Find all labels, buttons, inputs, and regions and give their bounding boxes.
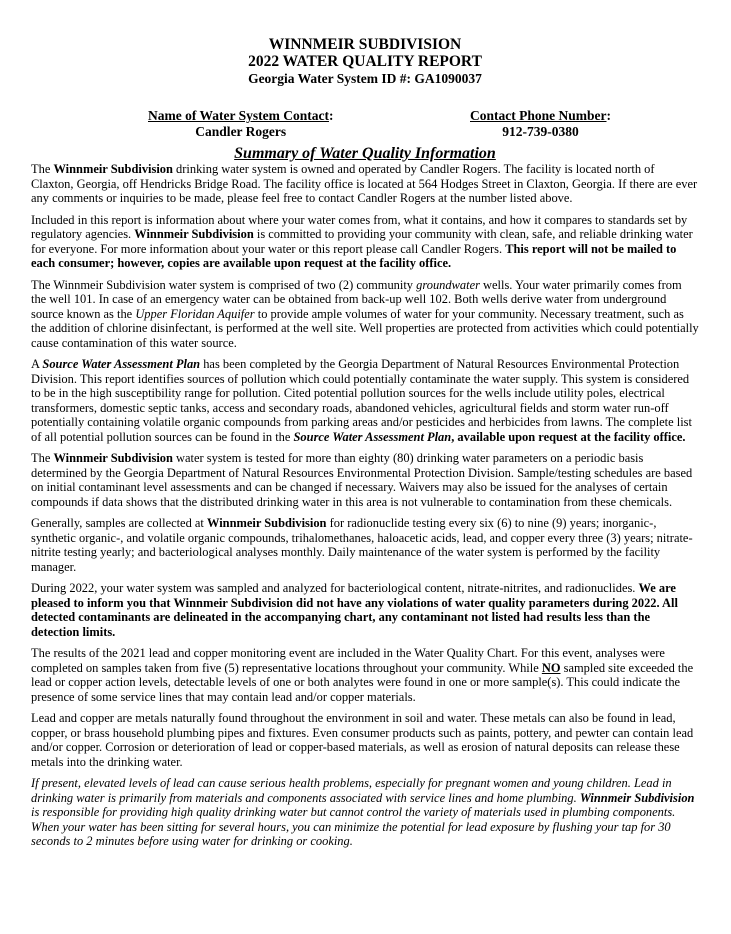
paragraph-report-info: Included in this report is information about where your water comes from, what it contains, and how it compares to standards set by regulatory agencies. Winnmeir Subdivision is committed to providing your community with clean, safe, and reliable drinking water for everyone. For more information about your water or this report please call Candler Rogers. This report will not be mailed to each consumer; however, copies are available upon request at the facility office. xyxy=(31,212,693,270)
contact-phone-label: Contact Phone Number xyxy=(470,108,607,123)
report-title-line-1: WINNMEIR SUBDIVISION xyxy=(268,36,462,53)
paragraph-2022-results: During 2022, your water system was sampled and analyzed for bacteriological content, nitrate-nitrites, and radionuclides. We are pleased to inform you that Winnmeir Subdivision did not have any violations of water quality parameters during 2022. All detected contaminants are delineated in the accompanying chart, any contaminant not listed had results less than the detection limits. xyxy=(31,581,678,639)
paragraph-water-source: The Winnmeir Subdivision water system is comprised of two (2) community groundwater wells. Your water primarily comes from the well 101. In case of an emergency water can be obtained from back-up well 102. Both wells derive water from underground source known as the Upper Floridan Aquifer to provide ample volumes of water for your community. Necessary treatment, such as the addition of chlorine disinfectant, is performed at the well site. Well properties are protected from activities which could potentially cause contamination of this water source. xyxy=(31,277,699,350)
contact-phone-value: 912-739-0380 xyxy=(502,124,579,139)
system-id: Georgia Water System ID #: GA1090037 xyxy=(248,71,482,86)
report-title-line-2: 2022 WATER QUALITY REPORT xyxy=(248,53,482,70)
paragraph-sampling-schedule: Generally, samples are collected at Winnmeir Subdivision for radionuclide testing every six (6) to nine (9) years; inorganic-, synthetic organic-, and volatile organic compounds, trihalomethanes, haloacetic acids, lead, and copper every three (3) years; nitrate-nitrite testing yearly; and bacteriological analyses monthly. Daily maintenance of the water system is performed by the facility manager. xyxy=(31,516,693,574)
paragraph-testing: The Winnmeir Subdivision water system is tested for more than eighty (80) drinking water parameters on a periodic basis determined by the Georgia Department of Natural Resources Environmental Protection Division. Sample/testing schedules are based on initial contaminant level assessments and can be changed if necessary. Waivers may also be issued for the analyses of certain compounds if data shows that the distributed drinking water in this area is not vulnerable to contamination from these chemicals. xyxy=(31,451,693,509)
contact-block xyxy=(148,108,611,140)
paragraph-lead-health-notice: If present, elevated levels of lead can cause serious health problems, especially for pregnant women and young children. Lead in drinking water is primarily from materials and components associated with service lines and home plumbing. Winnmeir Subdivision is responsible for providing high quality drinking water but cannot control the variety of materials used in plumbing components. When your water has been sitting for several hours, you can minimize the potential for lead exposure by flushing your tap for 30 seconds to 2 minutes before using water for drinking or cooking. xyxy=(31,776,695,848)
report-header xyxy=(31,36,699,87)
contact-name-block: Name of Water System Contact: Candler Rogers xyxy=(148,108,334,139)
paragraph-intro: The Winnmeir Subdivision drinking water system is owned and operated by Candler Rogers. The facility is located north of Claxton, Georgia, off Hendricks Bridge Road. The facility office is located at 564 Hodges Street in Claxton, Georgia. If there are ever any comments or inquiries to be made, please feel free to contact Candler Rogers at the number listed above. xyxy=(31,162,698,205)
contact-phone-block: Contact Phone Number: 912-739-0380 xyxy=(470,108,611,139)
paragraph-lead-copper-sources: Lead and copper are metals naturally found throughout the environment in soil and water. These metals can also be found in lead, copper, or brass household plumbing pipes and fixtures. Even consumer products such as paints, pottery, and pewter can contain lead and/or copper. Corrosion or deterioration of lead or copper-based materials, as well as erosion of natural deposits can release these metals into the drinking water. xyxy=(31,711,694,769)
paragraph-source-assessment: A Source Water Assessment Plan has been completed by the Georgia Department of Natural Resources Environmental Protection Division. This report identifies sources of pollution which could potentially contaminate the water supply. This system is considered to be in the high susceptibility range for pollution. Cited potential pollution sources for the wells include utility poles, electrical transformers, domestic septic tanks, access and secondary roads, abandoned vehicles, agricultural fields and storm water run-off potentially containing volatile organic compounds from parking areas and/or pesticides and herbicides from lawns. The complete list of all potential pollution sources can be found in the Source Water Assessment Plan, available upon request at the facility office. xyxy=(31,357,692,444)
summary-title: Summary of Water Quality Information xyxy=(234,145,496,162)
paragraph-lead-copper-results: The results of the 2021 lead and copper monitoring event are included in the Water Quality Chart. For this event, analyses were completed on samples taken from five (5) representative locations throughout your community. While NO sampled site exceeded the lead or copper action levels, detectable levels of one or both analytes were found in one or more sample(s). This could indicate the presence of some service lines that may contain lead and/or copper materials. xyxy=(31,646,694,704)
contact-name-value: Candler Rogers xyxy=(195,124,287,139)
contact-name-label: Name of Water System Contact xyxy=(148,108,329,123)
